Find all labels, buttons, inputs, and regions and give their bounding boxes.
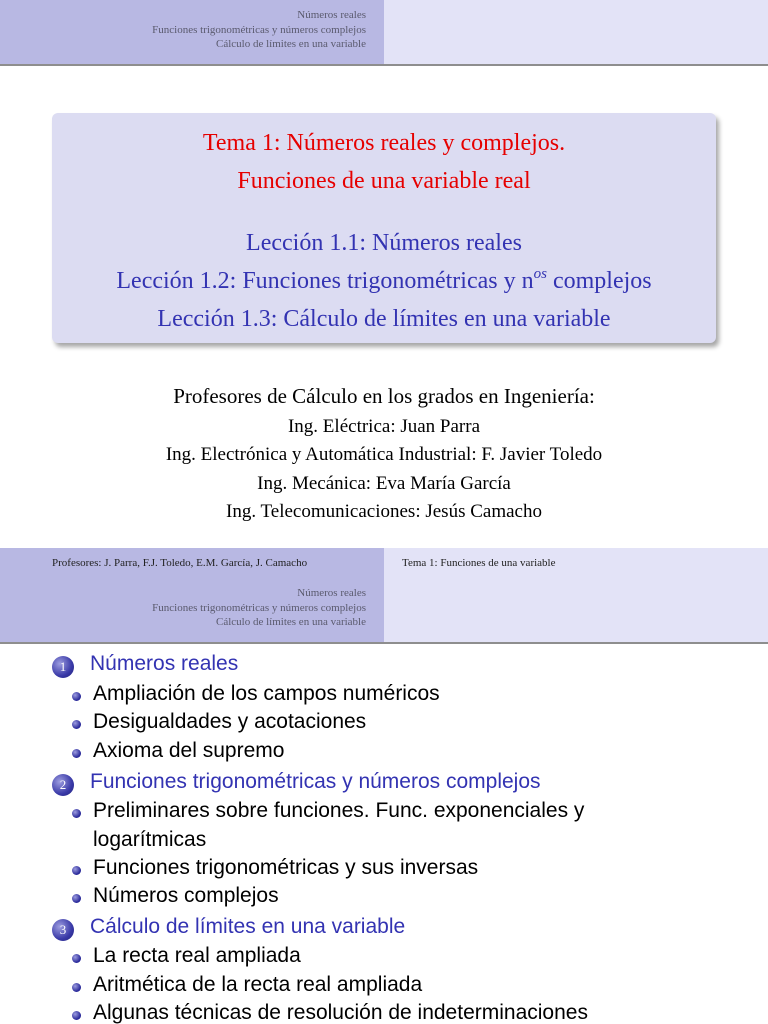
outline-slide [0, 548, 768, 1024]
toc-subsection-label: Aritmética de la recta real ampliada [93, 973, 423, 996]
toc-subsection[interactable] [93, 944, 301, 968]
bullet-icon [72, 894, 81, 903]
header-left-panel [0, 0, 384, 64]
section-navigation [152, 586, 366, 630]
footer-authors: Profesores: J. Parra, F.J. Toledo, E.M. García, J. Camacho [52, 557, 308, 569]
nav-link-calculo-limites[interactable]: Cálculo de límites en una variable [216, 38, 366, 50]
toc-section-label[interactable]: Cálculo de límites en una variable [90, 915, 406, 938]
toc-subsection-continuation[interactable] [93, 828, 206, 852]
header-left-panel [0, 578, 384, 642]
author-electrica: Ing. Eléctrica: Juan Parra [287, 416, 481, 437]
bullet-icon [72, 749, 81, 758]
toc-subsection[interactable] [93, 799, 584, 823]
section-number-ball: 2 [52, 774, 74, 796]
toc-subsection-label: Desigualdades y acotaciones [93, 710, 367, 733]
navigation-header [0, 0, 768, 66]
toc-section-label[interactable]: Funciones trigonométricas y números complejos [90, 770, 541, 793]
toc-subsection[interactable] [93, 856, 478, 880]
nav-link-funciones-trigonometricas[interactable]: Funciones trigonométricas y números complejos [152, 601, 366, 614]
bullet-icon [72, 809, 81, 818]
nav-link-calculo-limites[interactable]: Cálculo de límites en una variable [216, 616, 366, 628]
toc-subsection[interactable] [93, 710, 366, 734]
section-number-ball: 1 [52, 656, 74, 678]
bullet-icon [72, 692, 81, 701]
title-line-2: Funciones de una variable real [237, 168, 531, 194]
toc-subsection-label: Preliminares sobre funciones. Func. exponenciales y [93, 799, 585, 822]
nav-link-numeros-reales[interactable]: Números reales [297, 587, 366, 599]
toc-subsection[interactable] [93, 682, 440, 706]
lesson-1-2 [52, 267, 716, 295]
author-row [0, 416, 768, 438]
title-block [52, 113, 716, 343]
author-row [0, 501, 768, 523]
nav-link-numeros-reales[interactable]: Números reales [297, 9, 366, 21]
bullet-icon [72, 954, 81, 963]
toc-subsection[interactable] [93, 973, 422, 997]
toc-subsection-label: Axioma del supremo [93, 739, 285, 762]
footline [0, 548, 768, 578]
section-number-ball: 3 [52, 919, 74, 941]
toc-subsection-label: Funciones trigonométricas y sus inversas [93, 856, 479, 879]
author-row [0, 444, 768, 466]
footer-title: Tema 1: Funciones de una variable [402, 557, 556, 569]
bullet-icon [72, 1011, 81, 1020]
toc-subsection[interactable] [93, 739, 284, 763]
toc-subsection-label: Algunas técnicas de resolución de indeterminaciones [93, 1001, 588, 1024]
lesson-1-3: Lección 1.3: Cálculo de límites en una variable [157, 306, 611, 332]
bullet-icon [72, 983, 81, 992]
bullet-icon [72, 866, 81, 875]
lesson-1-2-text: Lección 1.2: Funciones trigonométricas y n [116, 268, 534, 294]
footline-left [0, 548, 384, 578]
author-telecomunicaciones: Ing. Telecomunicaciones: Jesús Camacho [226, 501, 542, 522]
nav-link-funciones-trigonometricas[interactable]: Funciones trigonométricas y números complejos [152, 23, 366, 36]
toc-subsection-label: Números complejos [93, 884, 279, 907]
toc-subsection-label: Ampliación de los campos numéricos [93, 682, 440, 705]
toc-subsection[interactable] [93, 884, 279, 908]
lesson-1-2-suffix: complejos [546, 268, 652, 294]
authors-heading-text: Profesores de Cálculo en los grados en Ingeniería: [173, 384, 595, 408]
toc-subsection-label: La recta real ampliada [93, 944, 301, 967]
toc-subsection-label: logarítmicas [93, 828, 207, 851]
title-line-1: Tema 1: Números reales y complejos. [202, 130, 566, 156]
section-navigation [152, 8, 366, 52]
toc-subsection[interactable] [93, 1001, 588, 1024]
toc-section-label[interactable]: Números reales [90, 652, 239, 675]
bullet-icon [72, 720, 81, 729]
lesson-1-1: Lección 1.1: Números reales [246, 230, 522, 256]
navigation-header [0, 578, 768, 644]
author-mecanica: Ing. Mecánica: Eva María García [257, 473, 511, 494]
authors-heading [0, 384, 768, 409]
lesson-1-2-superscript: os [533, 266, 547, 282]
author-row [0, 473, 768, 495]
author-electronica: Ing. Electrónica y Automática Industrial: F. Javier Toledo [165, 444, 603, 465]
